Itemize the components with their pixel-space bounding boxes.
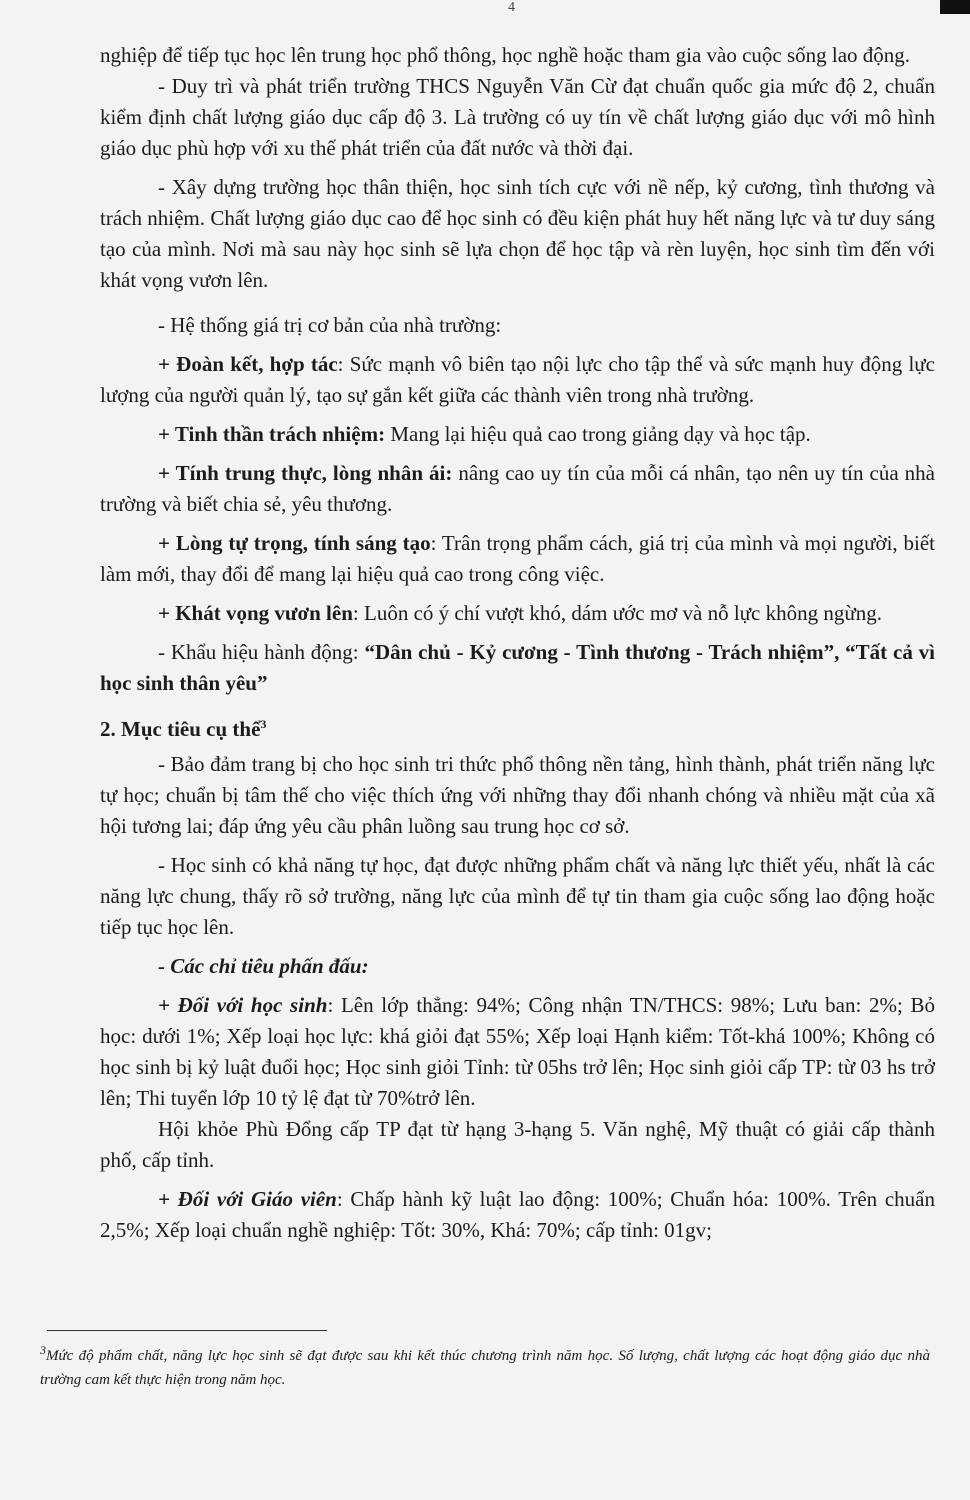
targets-heading: - Các chỉ tiêu phấn đấu: [158,954,369,978]
page-number: 4 [508,0,515,15]
value-item [100,598,935,629]
action-slogan [100,637,935,699]
value-text: : Sức mạnh vô biên tạo nội lực cho tập thể và sức mạnh huy động lực lượng của người quản lý, tạo sự gắn kết giữa các thành viên trong nhà trường. [100,352,935,407]
teachers-targets [100,1184,935,1246]
footnote [40,1338,930,1392]
value-item [100,419,935,450]
intro-bullet-2: - Xây dựng trường học thân thiện, học sinh tích cực với nề nếp, kỷ cương, tình thương và trách nhiệm. Chất lượng giáo dục cao để học sinh có đều kiện phát huy hết năng lực và tư duy sáng tạo của mình. Nơi mà sau này học sinh sẽ lựa chọn để học tập và rèn luyện, học sinh tìm đến với khát vọng vươn lên. [100,175,935,292]
value-text: nâng cao uy tín của mỗi cá nhân, tạo nên uy tín của nhà trường và biết chia sẻ, yêu thương. [100,461,936,516]
value-title: + Lòng tự trọng, tính sáng tạo [158,531,431,555]
students-text: : Lên lớp thẳng: 94%; Công nhận TN/THCS: 98%; Lưu ban: 2%; Bỏ học: dưới 1%; Xếp loại học lực: khá giỏi đạt 55%; Xếp loại Hạnh kiểm: Tốt-khá 100%; Không có học sinh bị kỷ luật đuổi học; Học sinh giỏi Tỉnh: từ 05hs trở lên; Học sinh giỏi cấp TP: từ 03 hs trở lên; Thi tuyển lớp 10 tỷ lệ đạt từ 70%trở lên. [100,993,935,1110]
intro-line: nghiệp để tiếp tục học lên trung học phổ thông, học nghề hoặc tham gia vào cuộc sống lao động. [100,43,911,67]
value-item [100,349,935,411]
slogan-prefix: - Khẩu hiệu hành động: [158,640,365,664]
footnote-number: 3 [40,1343,46,1357]
values-heading: - Hệ thống giá trị cơ bản của nhà trường: [158,313,502,337]
teachers-title: + Đối với Giáo viên [158,1187,337,1211]
value-title: + Tinh thần trách nhiệm: [158,422,386,446]
value-text: : Trân trọng phẩm cách, giá trị của mình và mọi người, biết làm mới, thay đổi để mang lại hiệu quả cao trong công việc. [100,531,935,586]
objective-para-2: - Học sinh có khả năng tự học, đạt được những phẩm chất và năng lực thiết yếu, nhất là các năng lực chung, thấy rõ sở trường, năng lực của mình để tự tin tham gia cuộc sống lao động hoặc tiếp tục học lên. [100,853,935,939]
footnote-text: Mức độ phẩm chất, năng lực học sinh sẽ đạt được sau khi kết thúc chương trình năm học. Số lượng, chất lượng các hoạt động giáo dục nhà trường cam kết thực hiện trong năm học. [40,1348,930,1388]
section-heading [100,709,935,745]
value-item [100,458,935,520]
section-title: 2. Mục tiêu cụ thể [100,717,261,741]
footnote-ref: 3 [260,717,267,731]
students-title: + Đối với học sinh [158,993,328,1017]
value-text: : Luôn có ý chí vượt khó, dám ước mơ và nỗ lực không ngừng. [352,601,883,625]
intro-bullet-1: - Duy trì và phát triển trường THCS Nguyễn Văn Cừ đạt chuẩn quốc gia mức độ 2, chuẩn kiểm định chất lượng giáo dục cấp độ 3. Là trường có uy tín về chất lượng giáo dục với mô hình giáo dục phù hợp với xu thế phát triển của đất nước và thời đại. [100,74,935,160]
slogan-text: “Dân chủ - Kỷ cương - Tình thương - Trách nhiệm”, “Tất cả vì học sinh thân yêu” [100,640,935,695]
value-title: + Tính trung thực, lòng nhân ái: [158,461,453,485]
sports-targets: Hội khỏe Phù Đổng cấp TP đạt từ hạng 3-hạng 5. Văn nghệ, Mỹ thuật có giải cấp thành phố, cấp tỉnh. [100,1117,935,1172]
teachers-text: : Chấp hành kỹ luật lao động: 100%; Chuẩn hóa: 100%. Trên chuẩn 2,5%; Xếp loại chuẩn nghề nghiệp: Tốt: 30%, Khá: 70%; cấp tỉnh: 01gv; [100,1187,936,1242]
value-item [100,528,935,590]
value-text: Mang lại hiệu quả cao trong giảng dạy và học tập. [385,422,811,446]
footnote-divider [47,1330,327,1331]
scan-edge-bar [940,0,970,14]
value-title: + Khát vọng vươn lên [158,601,353,625]
document-body [100,40,935,1246]
students-targets [100,990,935,1114]
objective-para-1: - Bảo đảm trang bị cho học sinh tri thức phổ thông nền tảng, hình thành, phát triển năng lực tự học; chuẩn bị tâm thế cho việc thích ứng với những thay đổi nhanh chóng và nhiều mặt của xã hội tương lai; đáp ứng yêu cầu phân luồng sau trung học cơ sở. [100,752,935,838]
value-title: + Đoàn kết, hợp tác [158,352,338,376]
